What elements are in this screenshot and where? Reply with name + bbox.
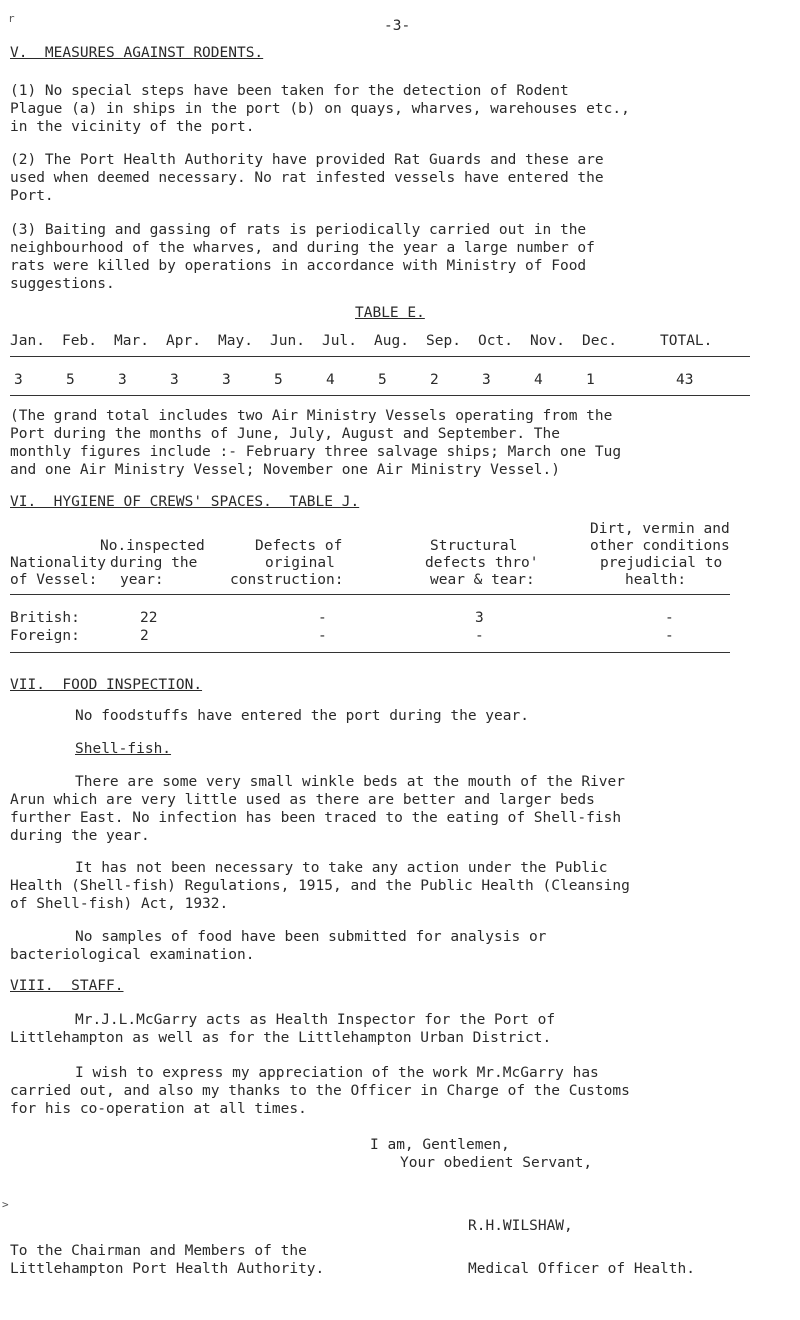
section-vii-para3: Health (Shell-fish) Regulations, 1915, and the Public Health (Cleansing (10, 878, 630, 894)
table-e-note: monthly figures include :- February three salvage ships; March one Tug (10, 444, 622, 460)
section-viii-para1: Mr.J.L.McGarry acts as Health Inspector for the Port of (75, 1012, 556, 1028)
month-label: Dec. (582, 333, 617, 349)
section-vii-para4: No samples of food have been submitted for analysis or (75, 929, 547, 945)
section-vii-para4: bacteriological examination. (10, 947, 255, 963)
month-value: 5 (66, 372, 75, 388)
month-label: TOTAL. (660, 333, 713, 349)
month-label: Nov. (530, 333, 565, 349)
table-e-divider (10, 356, 750, 357)
section-v-para3: rats were killed by operations in accordance with Ministry of Food (10, 258, 587, 274)
month-label: Mar. (114, 333, 149, 349)
row-structural: - (475, 628, 484, 644)
month-value: 5 (378, 372, 387, 388)
month-label: Sep. (426, 333, 461, 349)
col-structural: defects thro' (425, 555, 539, 571)
col-dirt: Dirt, vermin and (590, 521, 730, 537)
month-label: Jun. (270, 333, 305, 349)
signatory-title: Medical Officer of Health. (468, 1261, 695, 1277)
col-inspected: year: (120, 572, 164, 588)
table-e-bottom-rule (10, 395, 750, 396)
table-e-note: (The grand total includes two Air Ministry Vessels operating from the (10, 408, 613, 424)
month-label: Feb. (62, 333, 97, 349)
month-label: Apr. (166, 333, 201, 349)
margin-mark: r (8, 12, 15, 25)
month-label: May. (218, 333, 253, 349)
col-dirt: prejudicial to (600, 555, 723, 571)
section-v-para1: in the vicinity of the port. (10, 119, 255, 135)
row-nationality: Foreign: (10, 628, 80, 644)
page-number: -3- (384, 18, 411, 34)
closing-salutation: I am, Gentlemen, (370, 1137, 510, 1153)
month-value: 4 (534, 372, 543, 388)
row-defects: - (318, 628, 327, 644)
section-v-para3: (3) Baiting and gassing of rats is periodically carried out in the (10, 222, 587, 238)
col-dirt: health: (625, 572, 687, 588)
row-defects: - (318, 610, 327, 626)
month-value: 3 (170, 372, 179, 388)
col-defects: Defects of (255, 538, 343, 554)
row-structural: 3 (475, 610, 484, 626)
row-dirt: - (665, 610, 674, 626)
section-vii-para1: No foodstuffs have entered the port during the year. (75, 708, 529, 724)
section-vii-para3: It has not been necessary to take any action under the Public (75, 860, 608, 876)
section-viii-para2: I wish to express my appreciation of the work Mr.McGarry has (75, 1065, 599, 1081)
row-inspected: 22 (140, 610, 158, 626)
section-v-para3: suggestions. (10, 276, 115, 292)
section-viii-heading: VIII. STAFF. (10, 978, 124, 994)
section-v-para2: (2) The Port Health Authority have provided Rat Guards and these are (10, 152, 604, 168)
col-defects: original (265, 555, 335, 571)
month-label: Aug. (374, 333, 409, 349)
section-vii-para2: There are some very small winkle beds at the mouth of the River (75, 774, 625, 790)
month-value: 2 (430, 372, 439, 388)
col-structural: wear & tear: (430, 572, 535, 588)
section-vii-heading: VII. FOOD INSPECTION. (10, 677, 203, 693)
addressee: To the Chairman and Members of the (10, 1243, 307, 1259)
month-value: 5 (274, 372, 283, 388)
col-inspected: No.inspected (100, 538, 205, 554)
section-v-para2: Port. (10, 188, 54, 204)
section-viii-para2: for his co-operation at all times. (10, 1101, 307, 1117)
section-viii-para2: carried out, and also my thanks to the Officer in Charge of the Customs (10, 1083, 630, 1099)
shellfish-subheading: Shell-fish. (75, 741, 172, 757)
section-v-heading: V. MEASURES AGAINST RODENTS. (10, 45, 264, 61)
addressee: Littlehampton Port Health Authority. (10, 1261, 325, 1277)
section-vii-para2: further East. No infection has been traced to the eating of Shell-fish (10, 810, 622, 826)
month-label: Jul. (322, 333, 357, 349)
margin-mark: > (2, 1198, 9, 1211)
col-nationality: of Vessel: (10, 572, 98, 588)
row-nationality: British: (10, 610, 80, 626)
table-e-note: Port during the months of June, July, August and September. The (10, 426, 560, 442)
section-vii-para2: during the year. (10, 828, 150, 844)
col-inspected: during the (110, 555, 198, 571)
closing-servant: Your obedient Servant, (400, 1155, 593, 1171)
month-value: 3 (482, 372, 491, 388)
total-value: 43 (676, 372, 694, 388)
signatory-name: R.H.WILSHAW, (468, 1218, 573, 1234)
month-value: 4 (326, 372, 335, 388)
month-label: Jan. (10, 333, 45, 349)
section-v-para1: Plague (a) in ships in the port (b) on quays, wharves, warehouses etc., (10, 101, 630, 117)
section-vii-para2: Arun which are very little used as there are better and larger beds (10, 792, 595, 808)
section-vi-heading: VI. HYGIENE OF CREWS' SPACES. TABLE J. (10, 494, 360, 510)
month-value: 3 (14, 372, 23, 388)
section-viii-para1: Littlehampton as well as for the Littlehampton Urban District. (10, 1030, 552, 1046)
col-dirt: other conditions (590, 538, 730, 554)
row-dirt: - (665, 628, 674, 644)
col-structural: Structural (430, 538, 518, 554)
section-v-para2: used when deemed necessary. No rat infested vessels have entered the (10, 170, 604, 186)
col-defects: construction: (230, 572, 344, 588)
month-value: 3 (222, 372, 231, 388)
section-v-para1: (1) No special steps have been taken for the detection of Rodent (10, 83, 569, 99)
table-e-note: and one Air Ministry Vessel; November one Air Ministry Vessel.) (10, 462, 560, 478)
month-value: 1 (586, 372, 595, 388)
table-e-title: TABLE E. (355, 305, 425, 321)
section-v-para3: neighbourhood of the wharves, and during the year a large number of (10, 240, 595, 256)
row-inspected: 2 (140, 628, 149, 644)
table-j-bottom-rule (10, 652, 730, 653)
month-label: Oct. (478, 333, 513, 349)
table-j-divider (10, 594, 730, 595)
month-value: 3 (118, 372, 127, 388)
col-nationality: Nationality (10, 555, 107, 571)
section-vii-para3: of Shell-fish) Act, 1932. (10, 896, 229, 912)
